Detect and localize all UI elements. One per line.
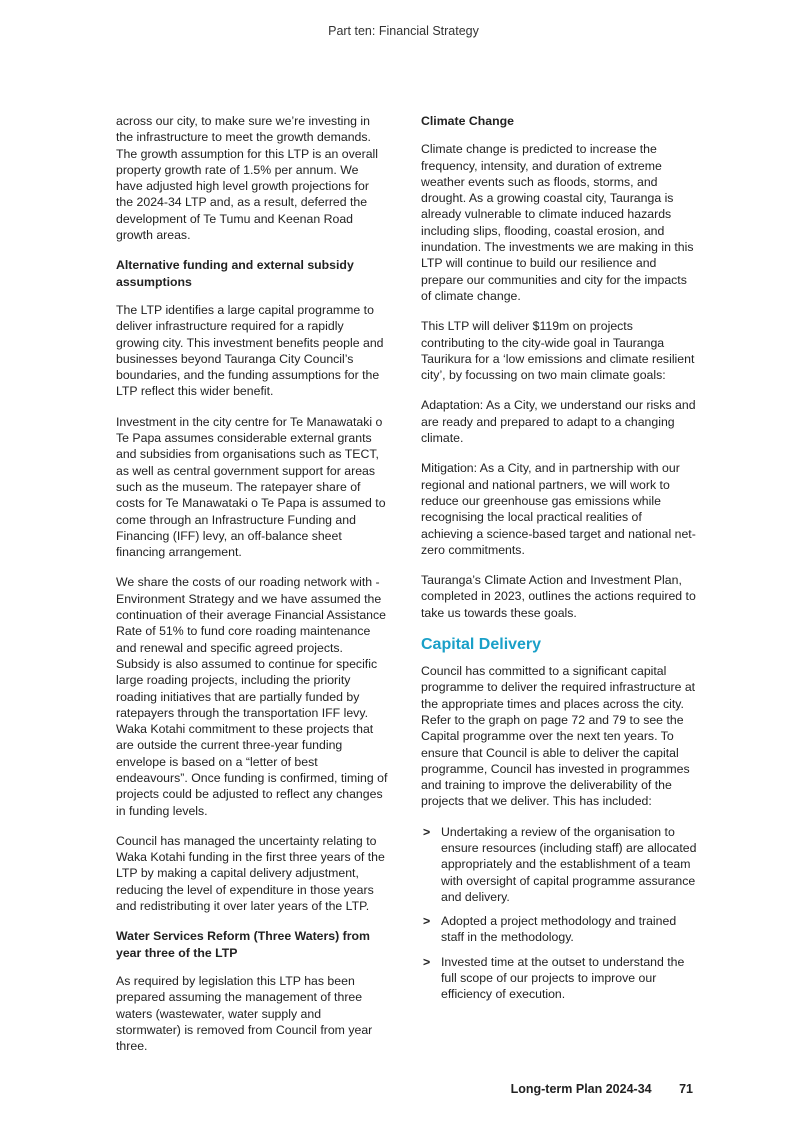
list-item-text: Invested time at the outset to understand the full scope of our projects to improve our efficiency of execution. bbox=[441, 954, 685, 1002]
footer-document-title: Long-term Plan 2024-34 bbox=[510, 1082, 652, 1096]
climate-paragraph: Climate change is predicted to increase the frequency, intensity, and duration of extreme weather events such as floods, storms, and drought. As a growing coastal city, Tauranga is already vulnerable to climate induced hazards including slips, flooding, coastal erosion, and inundation. The investments we are making in this LTP will continue to build our resilience and prepare our communities and city for the impacts of climate change. bbox=[421, 142, 694, 303]
mitigation-paragraph: Mitigation: As a City, and in partnership with our regional and national partners, we will work to reduce our greenhouse gas emissions while recognising the local practical realities of achieving a science-based target and national net-zero commitments. bbox=[421, 461, 696, 557]
roading-paragraph: We share the costs of our roading network with - Environment Strategy and we have assumed the continuation of their average Financial Assistance Rate of 51% to fund core roading maintenance and renewal and specific agreed projects. Subsidy is also assumed to continue for specific large roading projects, including the priority roading initiatives that are partially funded by ratepayers through the transportation IFF levy. Waka Kotahi commitment to these projects that are outside the current three-year funding envelope is based on a “letter of best endeavours”. Once funding is confirmed, timing of projects could be adjusted to reflect any changes in funding levels. bbox=[116, 575, 388, 818]
chevron-right-icon: > bbox=[423, 824, 431, 839]
list-item bbox=[421, 913, 697, 946]
chevron-right-icon: > bbox=[423, 914, 431, 929]
adaptation-paragraph: Adaptation: As a City, we understand our risks and are ready and prepared to adapt to a changing climate. bbox=[421, 398, 696, 446]
page-footer bbox=[511, 1082, 693, 1096]
ltp-capital-paragraph: The LTP identifies a large capital programme to deliver infrastructure required for a rapidly growing city. This investment benefits people and businesses beyond Tauranga City Council’s boundaries, and the funding assumptions for the LTP reflect this wider benefit. bbox=[116, 302, 384, 399]
page-number: 71 bbox=[679, 1082, 693, 1096]
page-header: Part ten: Financial Strategy bbox=[328, 24, 479, 38]
climate-plan-paragraph: Tauranga’s Climate Action and Investment Plan, completed in 2023, outlines the actions required to take us towards these goals. bbox=[421, 573, 696, 620]
three-waters-paragraph: As required by legislation this LTP has been prepared assuming the management of three waters (wastewater, water supply and stormwater) is removed from Council from year three. bbox=[116, 973, 373, 1054]
chevron-right-icon: > bbox=[423, 954, 431, 969]
list-item bbox=[421, 954, 697, 1003]
capital-delivery-paragraph: Council has committed to a significant capital programme to deliver the required infrastructure at the appropriate times and places across the city. Refer to the graph on page 72 and 79 to see the Capital programme over the next ten years. To ensure that Council is able to deliver the capital programme, Council has invested in programmes and training to improve the deliverability of the projects that we deliver. This has included: bbox=[421, 664, 696, 809]
right-column bbox=[421, 113, 697, 1011]
left-column bbox=[116, 113, 388, 1068]
subheading-three-waters: Water Services Reform (Three Waters) from year three of the LTP bbox=[116, 929, 370, 960]
waka-kotahi-paragraph: Council has managed the uncertainty relating to Waka Kotahi funding in the first three years of the LTP by making a capital delivery adjustment, reducing the level of expenditure in those years and redistributing it over later years of the LTP. bbox=[116, 833, 385, 914]
section-title-capital-delivery: Capital Delivery bbox=[421, 636, 542, 654]
growth-paragraph: across our city, to make sure we’re investing in the infrastructure to meet the growth demands. The growth assumption for this LTP is an overall property growth rate of 1.5% per annum. We have adjusted high level growth projections for the 2024-34 LTP and, as a result, deferred the development of Te Tumu and Keenan Road growth areas. bbox=[116, 114, 378, 243]
capital-delivery-list bbox=[421, 824, 697, 1003]
list-item-text: Undertaking a review of the organisation to ensure resources (including staff) are allocated appropriately and the establishment of a team with oversight of capital programme assurance and delivery. bbox=[441, 824, 697, 904]
list-item-text: Adopted a project methodology and trained staff in the methodology. bbox=[441, 914, 677, 945]
subheading-alternative-funding: Alternative funding and external subsidy assumptions bbox=[116, 258, 354, 289]
subheading-climate-change: Climate Change bbox=[421, 114, 514, 128]
climate-funding-paragraph: This LTP will deliver $119m on projects contributing to the city-wide goal in Tauranga Taurikura for a ‘low emissions and climate resilient city’, by focussing on two main climate goals: bbox=[421, 319, 695, 383]
list-item bbox=[421, 824, 697, 905]
city-centre-paragraph: Investment in the city centre for Te Manawataki o Te Papa assumes considerable external grants and subsidies from organisations such as TECT, as well as central government support for areas such as the museum. The ratepayer share of costs for Te Manawataki o Te Papa is assumed to come through an Infrastructure Funding and Financing (IFF) levy, an off-balance sheet financing arrangement. bbox=[116, 414, 386, 560]
